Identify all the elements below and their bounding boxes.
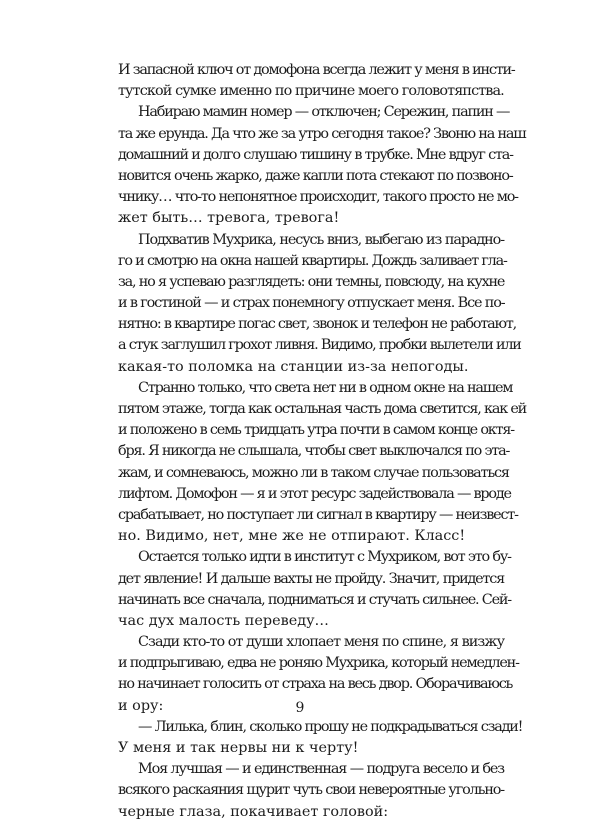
text-line: новится очень жарко, даже капли пота стекают по позвоно- — [118, 167, 513, 184]
text-line: И запасной ключ от домофона всегда лежит у меня в инсти- — [118, 62, 515, 78]
text-line: чнику… что-то непонятное происходит, такого просто не мо- — [118, 189, 518, 206]
text-line: и в гостиной — и страх понемногу отпускает меня. Все по- — [118, 295, 505, 312]
text-line: жет быть… тревога, тревога! — [118, 210, 340, 227]
text-line: Странно только, что света нет ни в одном окне на нашем — [138, 379, 513, 396]
page-number: 9 — [295, 700, 305, 716]
text-line: а стук заглушил грохот ливня. Видимо, пробки вылетели или — [118, 337, 521, 354]
text-line: но начинает голосить от страха на весь двор. Оборачиваюсь — [118, 676, 513, 693]
text-line: дет явление! И дальше вахты не пройду. Значит, придется — [118, 570, 504, 587]
text-line: начинать все сначала, подниматься и стучать сильнее. Сей- — [118, 591, 511, 608]
text-line: и подпрыгиваю, едва не роняю Мухрика, который немедлен- — [118, 655, 519, 672]
text-line: нятно: в квартире погас свет, звонок и телефон не работают, — [118, 316, 516, 333]
text-line: Сзади кто-то от души хлопает меня по спине, я визжу — [138, 634, 505, 651]
text-line: бря. Я никогда не слышала, чтобы свет выключался по эта- — [118, 443, 510, 460]
text-line: го и смотрю на окна нашей квартиры. Дождь заливает гла- — [118, 252, 507, 269]
text-line: какая-то поломка на станции из-за непогоды. — [118, 358, 469, 375]
text-line: черные глаза, покачивает головой: — [118, 803, 389, 820]
text-line: Моя лучшая — и единственная — подруга весело и без — [138, 761, 504, 778]
text-line: и ору: — [118, 697, 164, 714]
text-line: лифтом. Домофон — я и этот ресурс задействовала — вроде — [118, 485, 511, 502]
text-line: Остается только идти в институт с Мухриком, вот это бу- — [138, 549, 511, 566]
text-line: домашний и долго слушаю тишину в трубке. Мне вдруг ста- — [118, 146, 513, 163]
text-line: за, но я успеваю разглядеть: они темны, повсюду, на кухне — [118, 273, 505, 290]
text-line: но. Видимо, нет, мне же не отпирают. Класс! — [118, 528, 466, 545]
text-line: пятом этаже, тогда как остальная часть дома светится, как ей — [118, 401, 527, 417]
text-line: У меня и так нервы ни к черту! — [118, 740, 359, 756]
text-line: час дух малость переведу… — [118, 612, 329, 629]
text-line: — Лилька, блин, сколько прошу не подкрадываться сзади! — [138, 718, 523, 735]
text-line: жам, и сомневаюсь, можно ли в таком случае пользоваться — [118, 464, 509, 481]
text-line: тутской сумке именно по причине моего головотяпства. — [118, 83, 504, 100]
text-line: срабатывает, но поступает ли сигнал в квартиру — неизвест- — [118, 506, 518, 523]
text-line: и положено в семь тридцать утра почти в самом конце октя- — [118, 422, 514, 439]
text-line: Набираю мамин номер — отключен; Сережин, папин — — [138, 104, 510, 121]
text-line: всякого раскаяния щурит чуть свои невероятные угольно- — [118, 782, 504, 799]
text-line: Подхватив Мухрика, несусь вниз, выбегаю из парадно- — [138, 231, 504, 248]
text-line: та же ерунда. Да что же за утро сегодня такое? Звоню на наш — [118, 125, 526, 142]
